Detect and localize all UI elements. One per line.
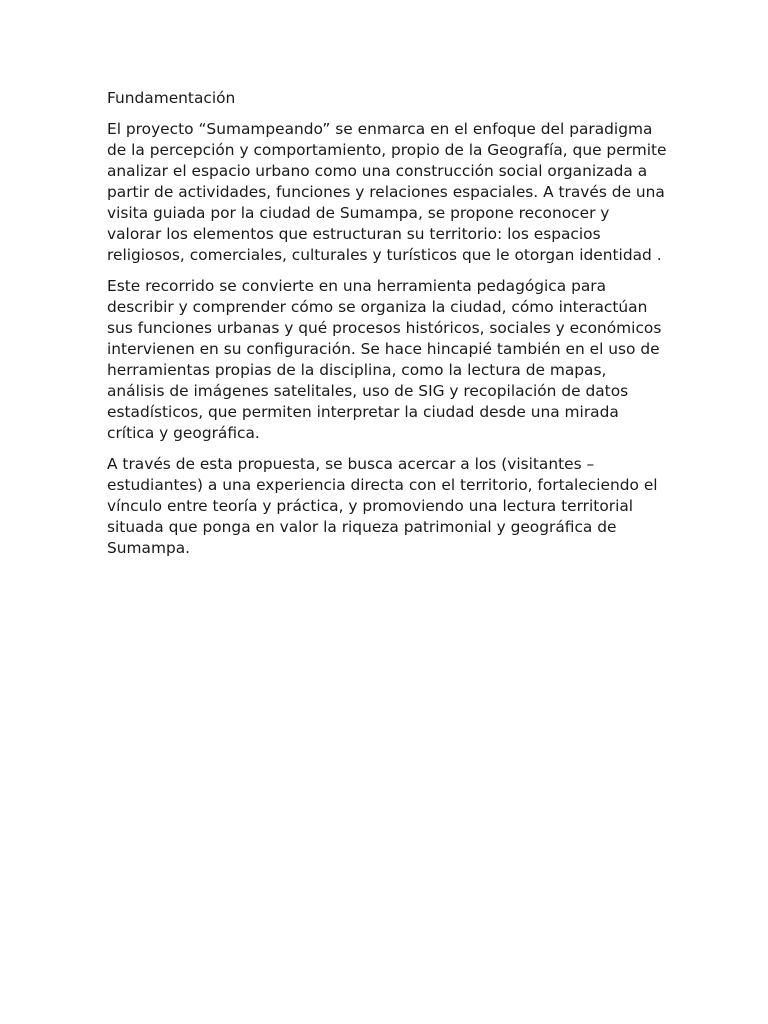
paragraph-1: El proyecto “Sumampeando” se enmarca en el enfoque del paradigma de la percepción y comportamiento, propio de la Geografía, que permite analizar el espacio urbano como una construcción social organizada a partir de actividades, funciones y relaciones espaciales. A través de una visita guiada por la ciudad de Sumampa, se propone reconocer y valorar los elementos que estructuran su territorio: los espacios religiosos, comerciales, culturales y turísticos que le otorgan identidad . <box>107 120 667 264</box>
paragraph-2: Este recorrido se convierte en una herramienta pedagógica para describir y comprender cómo se organiza la ciudad, cómo interactúan sus funciones urbanas y qué procesos históricos, sociales y económicos intervienen en su configuración. Se hace hincapié también en el uso de herramientas propias de la disciplina, como la lectura de mapas, análisis de imágenes satelitales, uso de SIG y recopilación de datos estadísticos, que permiten interpretar la ciudad desde una mirada crítica y geográfica. <box>107 277 662 442</box>
document-page <box>107 88 667 569</box>
document-title: Fundamentación <box>107 89 236 107</box>
paragraph-3: A través de esta propuesta, se busca acercar a los (visitantes – estudiantes) a una experiencia directa con el territorio, fortaleciendo el vínculo entre teoría y práctica, y promoviendo una lectura territorial situada que ponga en valor la riqueza patrimonial y geográfica de Sumampa. <box>107 455 658 557</box>
